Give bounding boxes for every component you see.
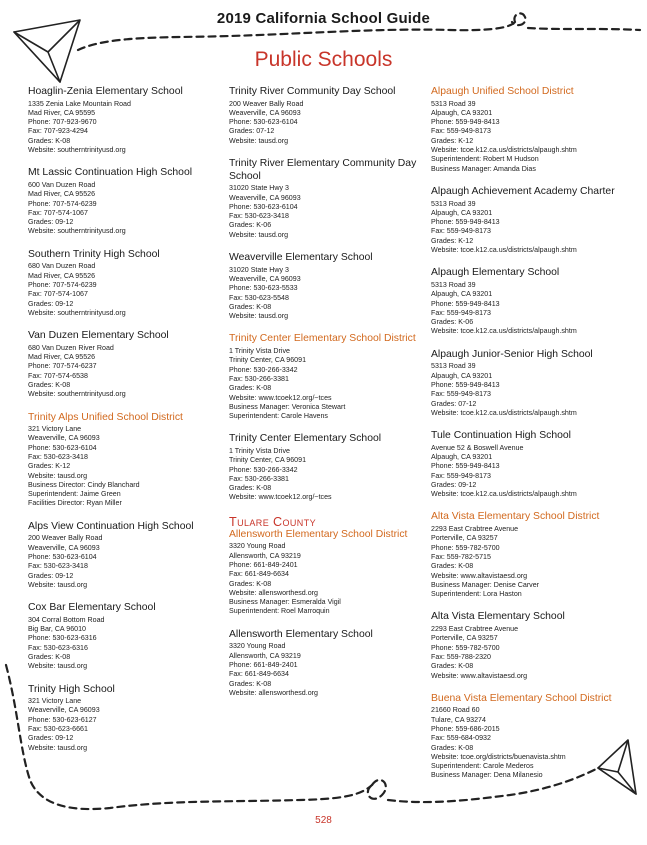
detail-line: Alpaugh, CA 93201	[431, 208, 493, 217]
detail-line: Weaverville, CA 96093	[28, 706, 100, 715]
website-line: Website: tcoe.k12.ca.us/districts/alpaugh.shtm	[431, 408, 577, 417]
detail-line: Grades: 09-12	[28, 218, 74, 227]
detail-line: Grades: K-12	[431, 236, 474, 245]
directory-column-3	[431, 86, 636, 793]
detail-line: Grades: 09-12	[431, 480, 477, 489]
detail-line: Fax: 530-623-5548	[229, 293, 289, 302]
detail-line: 200 Weaver Bally Road	[28, 534, 103, 543]
detail-line: 5313 Road 39	[431, 280, 476, 289]
detail-line: Phone: 530-623-6104	[229, 118, 298, 127]
website-line: Website: tausd.org	[229, 312, 289, 321]
detail-line: Grades: 07-12	[229, 127, 275, 136]
district-entry	[431, 511, 636, 599]
school-entry	[28, 521, 224, 590]
detail-line: Grades: K-08	[28, 136, 71, 145]
website-line: Website: southerntrinityusd.org	[28, 227, 126, 236]
detail-line: Grades: K-08	[431, 562, 474, 571]
school-name: Trinity High School	[28, 683, 115, 695]
detail-line: Mad River, CA 95526	[28, 271, 96, 280]
detail-line: 3320 Young Road	[229, 542, 286, 551]
school-entry	[28, 602, 224, 671]
detail-line: Business Manager: Denise Carver	[431, 580, 540, 589]
school-entry	[431, 611, 636, 680]
detail-line: Fax: 559-949-8173	[431, 227, 491, 236]
detail-line: Fax: 530-623-3418	[28, 452, 88, 461]
detail-line: 600 Van Duzen Road	[28, 180, 96, 189]
website-line: Website: www.altavistaesd.org	[431, 571, 528, 580]
detail-line: Fax: 559-949-8173	[431, 390, 491, 399]
detail-line: Porterville, CA 93257	[431, 534, 498, 543]
county-heading: Tulare County	[229, 514, 316, 529]
detail-line: Phone: 530-266-3342	[229, 365, 298, 374]
detail-line: Grades: K-08	[229, 484, 272, 493]
school-entry	[229, 629, 425, 698]
website-line: Website: tausd.org	[229, 230, 289, 239]
website-line: Website: southerntrinityusd.org	[28, 146, 126, 155]
detail-line: Fax: 530-623-6316	[28, 643, 88, 652]
detail-line: Allensworth, CA 93219	[229, 551, 301, 560]
detail-line: Grades: 09-12	[28, 734, 74, 743]
district-name: Alta Vista Elementary School District	[431, 511, 600, 523]
detail-line: Business Manager: Amanda Dias	[431, 164, 536, 173]
district-entry	[28, 412, 224, 509]
detail-line: Mad River, CA 95526	[28, 353, 96, 362]
detail-line: Grades: K-08	[229, 679, 272, 688]
website-line: Website: tcoe.k12.ca.us/districts/alpaugh.shtm	[431, 246, 577, 255]
detail-line: Phone: 707-574-6237	[28, 362, 97, 371]
website-line: Website: allensworthesd.org	[229, 688, 318, 697]
detail-line: Fax: 707-574-1067	[28, 290, 88, 299]
school-name: Van Duzen Elementary School	[28, 330, 169, 342]
detail-line: Alpaugh, CA 93201	[431, 452, 493, 461]
school-entry	[229, 158, 425, 240]
school-name: Trinity River Community Day School	[229, 86, 396, 97]
detail-line: Porterville, CA 93257	[431, 634, 498, 643]
school-name: Hoaglin-Zenia Elementary School	[28, 86, 183, 97]
detail-line: Superintendent: Roel Marroquin	[229, 607, 330, 616]
detail-line: Superintendent: Carole Mederos	[431, 762, 534, 771]
detail-line: Phone: 530-623-6127	[28, 715, 97, 724]
detail-line: Alpaugh, CA 93201	[431, 290, 493, 299]
detail-line: Fax: 530-623-3418	[229, 212, 289, 221]
website-line: Website: www.altavistaesd.org	[431, 671, 528, 680]
detail-line: Phone: 559-686-2015	[431, 725, 500, 733]
school-name: Alpaugh Elementary School	[431, 267, 560, 279]
detail-line: Weaverville, CA 96093	[229, 108, 301, 117]
detail-line: 304 Corral Bottom Road	[28, 615, 105, 624]
detail-line: 31020 State Hwy 3	[229, 184, 289, 193]
district-name: Buena Vista Elementary School District	[431, 692, 612, 704]
detail-line: Weaverville, CA 96093	[229, 193, 301, 202]
detail-line: Fax: 559-949-8173	[431, 308, 491, 317]
school-entry	[229, 252, 425, 321]
website-line: Website: tcoe.org/districts/buenavista.shtm	[431, 752, 566, 761]
detail-line: 200 Weaver Bally Road	[229, 99, 304, 108]
detail-line: 321 Victory Lane	[28, 425, 82, 434]
detail-line: Big Bar, CA 96010	[28, 625, 86, 634]
directory-column-2	[229, 86, 425, 710]
guide-title: 2019 California School Guide	[216, 10, 431, 27]
detail-line: Alpaugh, CA 93201	[431, 108, 493, 117]
detail-line: 5313 Road 39	[431, 99, 476, 108]
district-entry	[229, 515, 425, 617]
detail-line: Phone: 530-623-6104	[229, 202, 298, 211]
school-entry	[431, 186, 636, 255]
detail-line: 2293 East Crabtree Avenue	[431, 525, 519, 534]
detail-line: Fax: 530-623-3418	[28, 562, 88, 571]
website-line: Website: tausd.org	[229, 136, 289, 145]
district-entry	[431, 693, 636, 781]
detail-line: 321 Victory Lane	[28, 697, 82, 706]
district-name: Alpaugh Unified School District	[431, 86, 574, 97]
district-entry	[229, 333, 425, 421]
detail-line: Alpaugh, CA 93201	[431, 371, 493, 380]
detail-line: 21660 Road 60	[431, 706, 480, 715]
detail-line: 680 Van Duzen Road	[28, 262, 96, 271]
school-entry	[431, 349, 636, 418]
detail-line: Phone: 530-623-6316	[28, 634, 97, 643]
detail-line: Grades: K-08	[431, 743, 474, 752]
detail-line: Facilities Director: Ryan Miller	[28, 499, 122, 508]
school-name: Allensworth Elementary School	[229, 628, 373, 640]
detail-line: 5313 Road 39	[431, 199, 476, 208]
detail-line: Grades: K-08	[229, 384, 272, 393]
school-name: Weaverville Elementary School	[229, 252, 373, 264]
detail-line: Trinity Center, CA 96091	[229, 356, 307, 365]
website-line: Website: tcoe.k12.ca.us/districts/alpaugh.shtm	[431, 146, 577, 155]
detail-line: 31020 State Hwy 3	[229, 265, 289, 274]
detail-line: Weaverville, CA 96093	[28, 434, 100, 443]
detail-line: Business Manager: Dena Milanesio	[431, 771, 543, 780]
website-line: Website: allensworthesd.org	[229, 588, 318, 597]
school-entry	[229, 86, 425, 146]
detail-line: Grades: K-06	[229, 221, 272, 230]
detail-line: Grades: K-08	[431, 662, 474, 671]
district-entry	[431, 86, 636, 174]
school-entry	[229, 433, 425, 502]
detail-line: Superintendent: Carole Havens	[229, 412, 328, 421]
detail-line: Grades: 09-12	[28, 571, 74, 580]
detail-line: Fax: 707-574-1067	[28, 208, 88, 217]
website-line: Website: www.tcoek12.org/~tces	[229, 493, 332, 502]
school-name: Alta Vista Elementary School	[431, 611, 565, 623]
school-entry	[28, 86, 224, 155]
detail-line: Trinity Center, CA 96091	[229, 456, 307, 465]
school-entry	[28, 684, 224, 753]
detail-line: Phone: 530-623-6104	[28, 552, 97, 561]
detail-line: Grades: K-08	[229, 579, 272, 588]
detail-line: Business Director: Cindy Blanchard	[28, 480, 140, 489]
website-line: Website: tausd.org	[28, 471, 88, 480]
school-name: Trinity Center Elementary School	[229, 433, 382, 445]
detail-line: Phone: 707-574-6239	[28, 280, 97, 289]
school-name: Alps View Continuation High School	[28, 520, 194, 532]
detail-line: Grades: K-06	[431, 318, 474, 327]
detail-line: Fax: 530-623-6661	[28, 725, 88, 733]
school-name: Southern Trinity High School	[28, 248, 160, 260]
detail-line: Grades: K-12	[431, 136, 474, 145]
detail-line: Tulare, CA 93274	[431, 715, 486, 724]
website-line: Website: www.tcoek12.org/~tces	[229, 393, 332, 402]
detail-line: Superintendent: Lora Haston	[431, 590, 522, 599]
detail-line: Grades: 07-12	[431, 399, 477, 408]
school-entry	[28, 167, 224, 236]
website-line: Website: tausd.org	[28, 743, 88, 752]
detail-line: Superintendent: Jaime Green	[28, 490, 121, 499]
detail-line: 680 Van Duzen River Road	[28, 343, 114, 352]
detail-line: Grades: K-08	[28, 652, 71, 661]
detail-line: Fax: 530-266-3381	[229, 374, 289, 383]
detail-line: 1335 Zenia Lake Mountain Road	[28, 99, 131, 108]
website-line: Website: southerntrinityusd.org	[28, 390, 126, 399]
school-entry	[28, 249, 224, 318]
detail-line: Fax: 707-923-4294	[28, 127, 88, 136]
school-name: Mt Lassic Continuation High School	[28, 167, 193, 179]
detail-line: Fax: 559-788-2320	[431, 652, 491, 661]
website-line: Website: tcoe.k12.ca.us/districts/alpaugh.shtm	[431, 490, 577, 499]
detail-line: 1 Trinity Vista Drive	[229, 347, 290, 356]
detail-line: Fax: 559-949-8173	[431, 127, 491, 136]
detail-line: Phone: 559-949-8413	[431, 462, 500, 471]
detail-line: Phone: 661-849-2401	[229, 660, 298, 669]
detail-line: Avenue 52 & Boswell Avenue	[431, 443, 524, 452]
detail-line: 5313 Road 39	[431, 362, 476, 371]
detail-line: Allensworth, CA 93219	[229, 651, 301, 660]
website-line: Website: tausd.org	[28, 580, 88, 589]
detail-line: Grades: K-12	[28, 462, 71, 471]
detail-line: Business Manager: Veronica Stewart	[229, 402, 346, 411]
school-entry	[431, 430, 636, 499]
detail-line: Grades: K-08	[28, 380, 71, 389]
detail-line: Phone: 530-266-3342	[229, 465, 298, 474]
detail-line: Fax: 530-266-3381	[229, 474, 289, 483]
district-name: Trinity Center Elementary School District	[229, 333, 416, 345]
detail-line: Fax: 661-849-6634	[229, 670, 289, 679]
detail-line: Phone: 707-923-9670	[28, 118, 97, 127]
detail-line: Phone: 559-782-5700	[431, 543, 500, 552]
detail-line: Phone: 530-623-6104	[28, 443, 97, 452]
detail-line: Fax: 559-949-8173	[431, 471, 491, 480]
website-line: Website: southerntrinityusd.org	[28, 308, 126, 317]
detail-line: Fax: 559-782-5715	[431, 552, 491, 561]
school-name: Trinity River Elementary Community Day School	[229, 158, 417, 182]
detail-line: Business Manager: Esmeralda Vigil	[229, 598, 341, 607]
detail-line: Phone: 559-949-8413	[431, 218, 500, 227]
school-name: Alpaugh Junior-Senior High School	[431, 348, 593, 360]
school-name: Alpaugh Achievement Academy Charter	[431, 185, 615, 197]
district-name: Trinity Alps Unified School District	[28, 411, 183, 423]
directory-column-1	[28, 86, 224, 765]
detail-line: Grades: K-08	[229, 302, 272, 311]
detail-line: 2293 East Crabtree Avenue	[431, 625, 519, 634]
school-entry	[431, 267, 636, 336]
section-title: Public Schools	[254, 48, 393, 71]
school-name: Cox Bar Elementary School	[28, 602, 156, 614]
detail-line: Phone: 559-949-8413	[431, 118, 500, 127]
detail-line: Mad River, CA 95595	[28, 108, 96, 117]
detail-line: Phone: 559-949-8413	[431, 299, 500, 308]
detail-line: 3320 Young Road	[229, 642, 286, 651]
detail-line: Weaverville, CA 96093	[229, 274, 301, 283]
detail-line: Phone: 559-782-5700	[431, 643, 500, 652]
detail-line: Phone: 661-849-2401	[229, 560, 298, 569]
website-line: Website: tcoe.k12.ca.us/districts/alpaugh.shtm	[431, 327, 577, 336]
detail-line: Fax: 707-574-6538	[28, 371, 88, 380]
website-line: Website: tausd.org	[28, 662, 88, 671]
detail-line: Weaverville, CA 96093	[28, 543, 100, 552]
detail-line: 1 Trinity Vista Drive	[229, 446, 290, 455]
school-name: Tule Continuation High School	[431, 430, 571, 442]
detail-line: Phone: 559-949-8413	[431, 380, 500, 389]
detail-line: Phone: 530-623-5533	[229, 284, 298, 293]
school-entry	[28, 330, 224, 399]
detail-line: Grades: 09-12	[28, 299, 74, 308]
detail-line: Fax: 559-684-0932	[431, 734, 491, 743]
district-name: Allensworth Elementary School District	[229, 528, 408, 540]
detail-line: Mad River, CA 95526	[28, 190, 96, 199]
detail-line: Phone: 707-574-6239	[28, 199, 97, 208]
page-number: 528	[315, 815, 332, 826]
detail-line: Superintendent: Robert M Hudson	[431, 155, 539, 164]
detail-line: Fax: 661-849-6634	[229, 570, 289, 579]
